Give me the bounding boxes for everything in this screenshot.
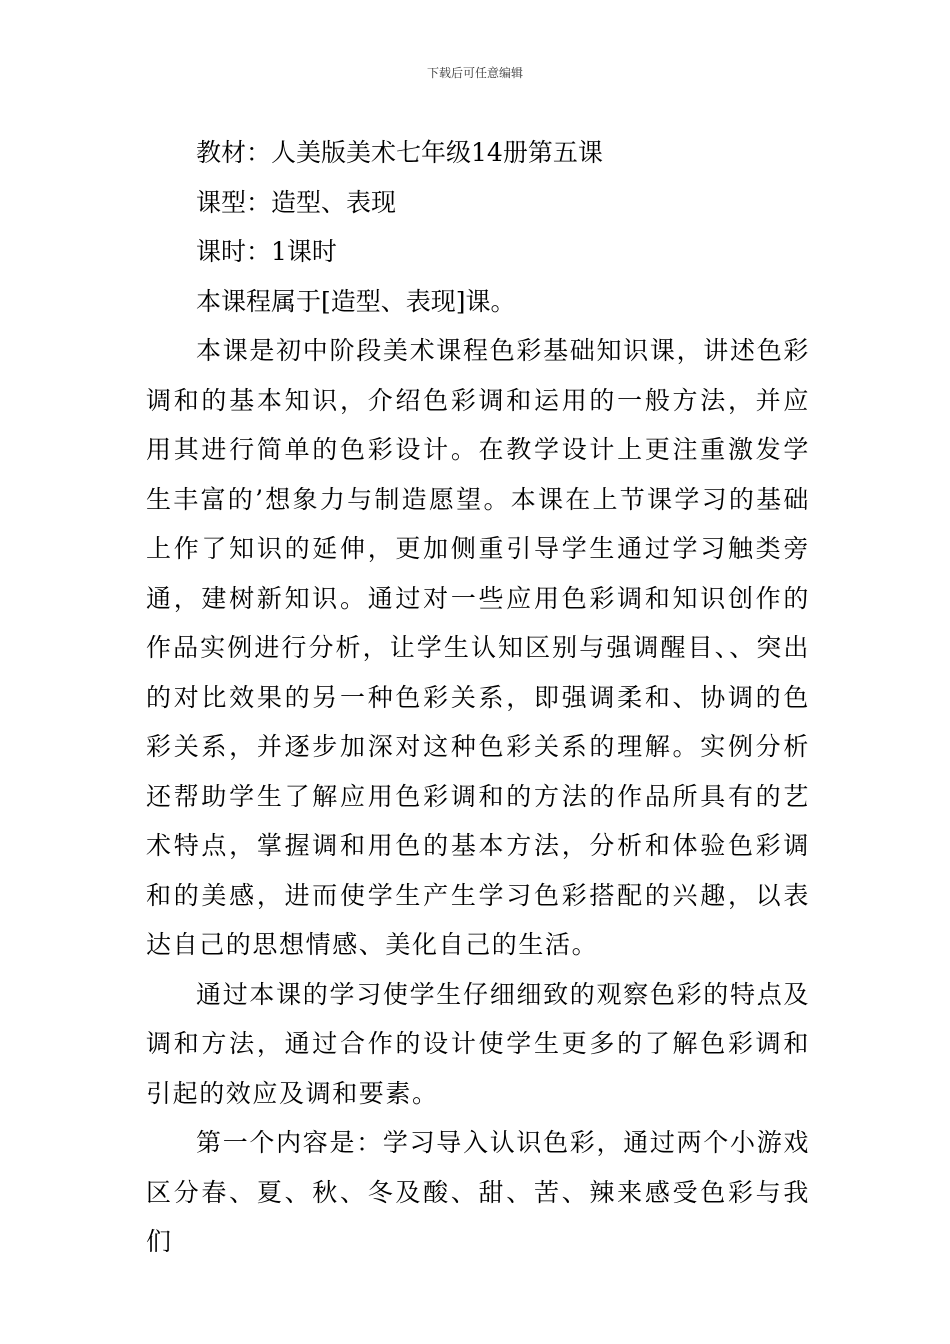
paragraph-goals: 通过本课的学习使学生仔细细致的观察色彩的特点及调和方法，通过合作的设计使学生更多的了解色彩调和引起的效应及调和要素。 bbox=[146, 979, 810, 1108]
page-header-note: 下载后可任意编辑 bbox=[426, 66, 523, 80]
lesson-type-line: 课型：造型、表现 bbox=[196, 187, 397, 217]
category-line: 本课程属于[造型、表现]课。 bbox=[196, 286, 516, 316]
document-body bbox=[146, 128, 810, 1267]
duration-line: 课时：1课时 bbox=[196, 237, 337, 266]
paragraph-first-content: 第一个内容是：学习导入认识色彩，通过两个小游戏区分春、夏、秋、冬及酸、甜、苦、辣来感受色彩与我们 bbox=[146, 1128, 810, 1256]
paragraph-overview: 本课是初中阶段美术课程色彩基础知识课，讲述色彩调和的基本知识，介绍色彩调和运用的一般方法，并应用其进行简单的色彩设计。在教学设计上更注重激发学生丰富的’想象力与制造愿望。本课在上节课学习的基础上作了知识的延伸，更加侧重引导学生通过学习触类旁通，建树新知识。通过对一些应用色彩调和知识创作的作品实例进行分析，让学生认知区别与强调醒目、、突出的对比效果的另一种色彩关系，即强调柔和、协调的色彩关系，并逐步加深对这种色彩关系的理解。实例分析还帮助学生了解应用色彩调和的方法的作品所具有的艺术特点，掌握调和用色的基本方法，分析和体验色彩调和的美感，进而使学生产生学习色彩搭配的兴趣，以表达自己的思想情感、美化自己的生活。 bbox=[146, 336, 810, 959]
textbook-line: 教材：人美版美术七年级14册第五课 bbox=[196, 138, 603, 167]
